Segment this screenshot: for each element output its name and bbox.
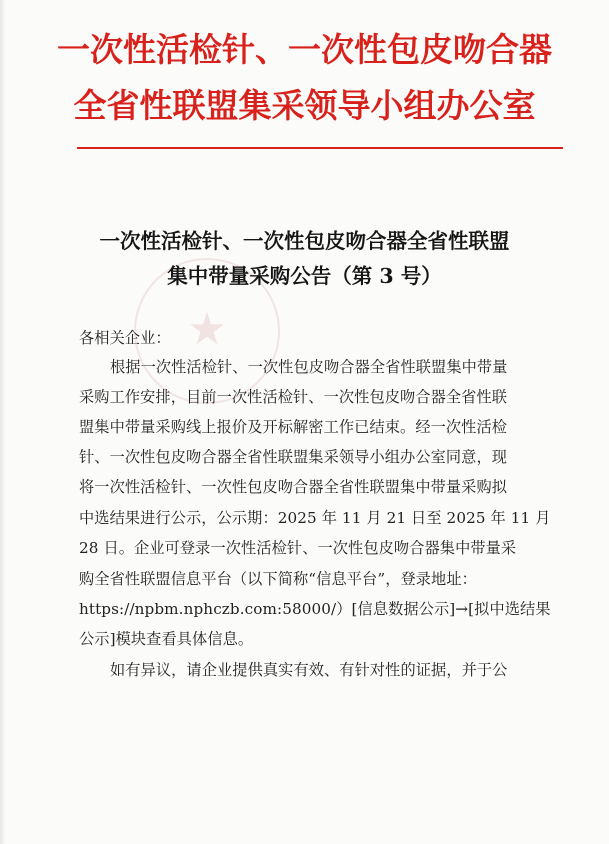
- body-line-11: 如有异议，请企业提供真实有效、有针对性的证据，并于公: [110, 661, 508, 679]
- red-divider-line: [77, 147, 563, 149]
- seal-star-icon: ★: [187, 304, 227, 355]
- body-line-6: 中选结果进行公示，公示期：2025 年 11 月 21 日至 2025 年 11 月: [79, 509, 551, 527]
- body-line-4: 针、一次性包皮吻合器全省性联盟集采领导小组办公室同意，现: [79, 448, 508, 466]
- issuing-office-line-1: 一次性活检针、一次性包皮吻合器: [57, 30, 552, 69]
- body-line-10: 公示]模块查看具体信息。: [79, 630, 254, 648]
- body-line-7: 28 日。企业可登录一次性活检针、一次性包皮吻合器集中带量采: [79, 539, 517, 557]
- announcement-title-line-1: 一次性活检针、一次性包皮吻合器全省性联盟: [99, 229, 510, 253]
- body-line-5: 将一次性活检针、一次性包皮吻合器全省性联盟集中带量采购拟: [79, 478, 508, 496]
- body-line-9-url: https://npbm.nphczb.com:58000/）[信息数据公示]→[拟中选结果: [79, 600, 551, 618]
- body-line-3: 盟集中带量采购线上报价及开标解密工作已结束。经一次性活检: [79, 418, 508, 436]
- announcement-title-line-2: 集中带量采购公告（第 3 号）: [167, 264, 442, 288]
- issuing-office-line-2: 全省性联盟集采领导小组办公室: [73, 86, 536, 125]
- salutation: 各相关企业：: [79, 329, 171, 347]
- body-line-8: 购全省性联盟信息平台（以下简称“信息平台”，登录地址：: [79, 570, 477, 588]
- body-line-1: 根据一次性活检针、一次性包皮吻合器全省性联盟集中带量: [110, 358, 508, 376]
- body-line-2: 采购工作安排，目前一次性活检针、一次性包皮吻合器全省性联: [79, 388, 508, 406]
